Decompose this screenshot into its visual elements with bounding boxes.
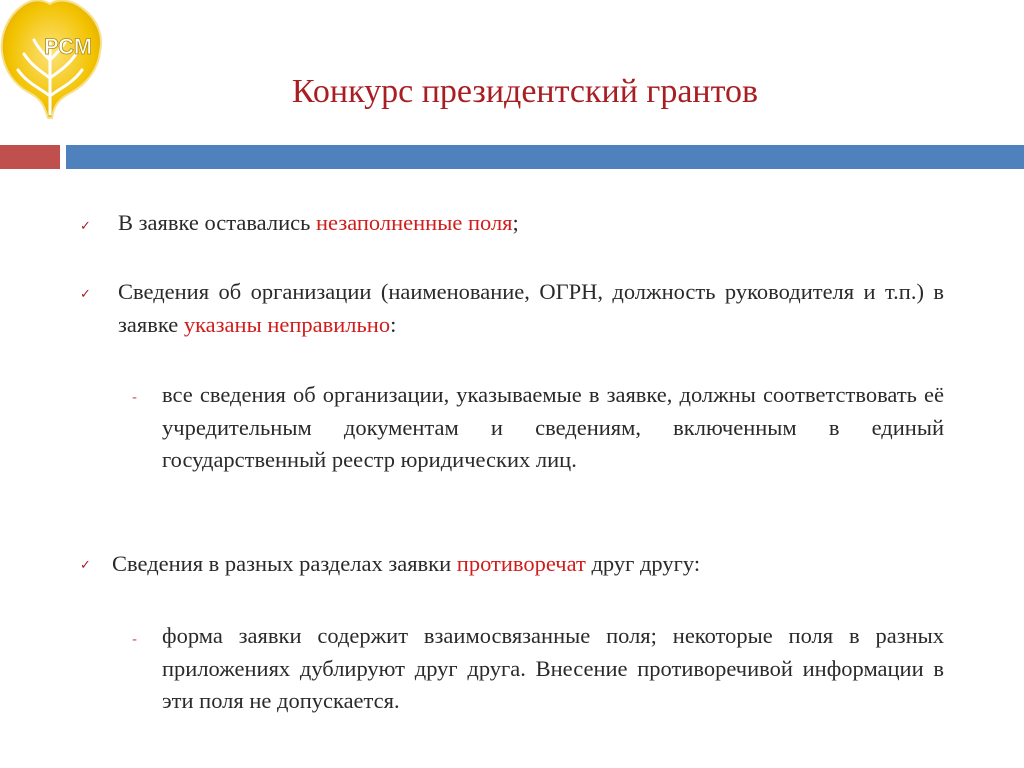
dash-bullet-icon: - — [132, 632, 138, 648]
bullet-item: Сведения об организации (наименование, ОГРН, должность руководителя и т.п.) в заявке указаны неправильно: — [118, 279, 944, 337]
svg-text:РСМ: РСМ — [43, 34, 93, 59]
highlight-text: указаны неправильно — [183, 311, 391, 337]
sub-bullet-item: все сведения об организации, указываемые в заявке, должны соответствовать её учредительным документам и сведениям, включенным в единый государственный реестр юридических лиц. — [162, 382, 944, 472]
page-title: Конкурс президентский грантов — [291, 73, 759, 110]
checkmark-icon: ✓ — [80, 287, 91, 302]
bullet-item: Сведения в разных разделах заявки противоречат друг другу: — [112, 551, 701, 576]
highlight-text: противоречат — [456, 551, 586, 576]
checkmark-icon: ✓ — [80, 558, 91, 573]
sub-bullet-item: форма заявки содержит взаимосвязанные поля; некоторые поля в разных приложениях дублируют друг друга. Внесение противоречивой информации в эти поля не допускается. — [162, 623, 944, 713]
highlight-text: незаполненные поля — [316, 210, 513, 235]
dash-bullet-icon: - — [132, 390, 138, 406]
bullet-item: В заявке оставались незаполненные поля; — [118, 210, 519, 235]
checkmark-icon: ✓ — [80, 219, 91, 234]
